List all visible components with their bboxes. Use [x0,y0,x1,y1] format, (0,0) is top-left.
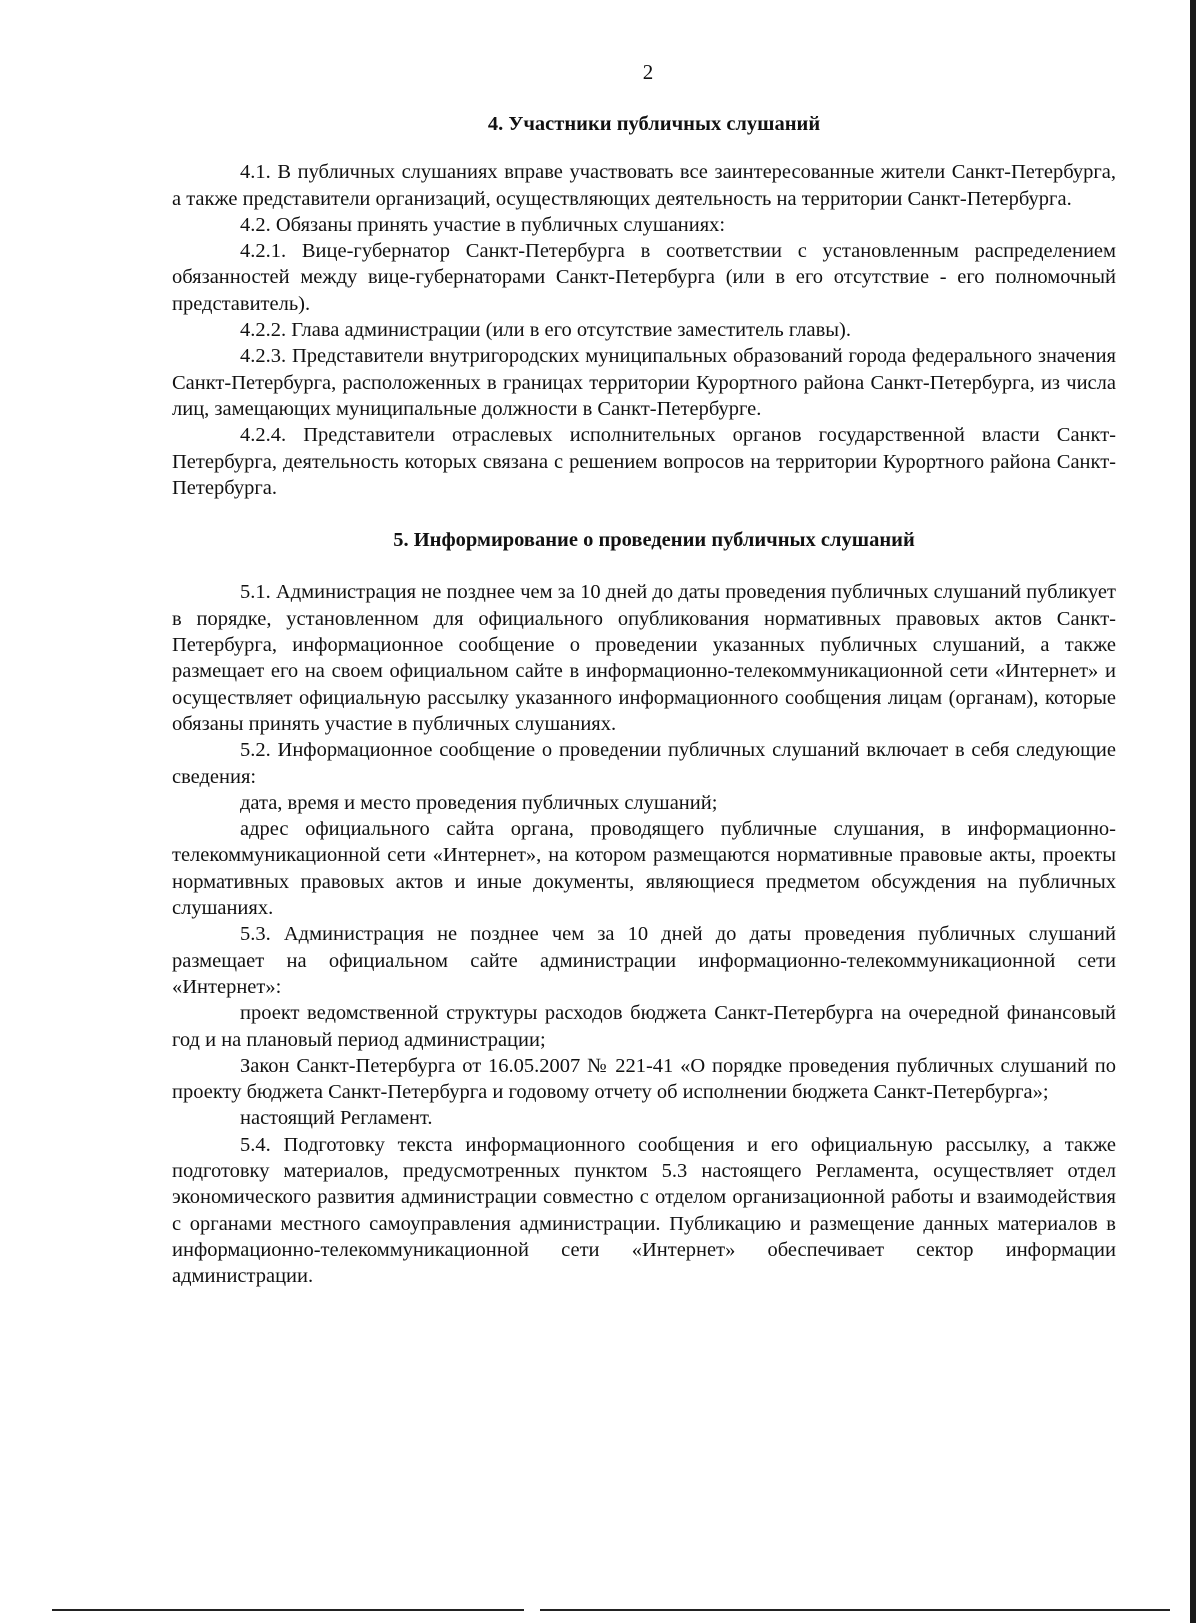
list-item-law: Закон Санкт-Петербурга от 16.05.2007 № 221-41 «О порядке проведения публичных слушаний по проекту бюджета Санкт-Петербурга и годовому отчету об исполнении бюджета Санкт-Петербурга»; [172,1054,1116,1104]
scan-edge [1190,0,1196,1623]
document-body [172,111,1116,1289]
paragraph-4-2-3: 4.2.3. Представители внутригородских муниципальных образований города федерального значения Санкт-Петербурга, расположенных в границах территории Курортного района Санкт-Петербурга, из числа лиц, замещающих муниципальные должности в Санкт-Петербурге. [172,345,1116,420]
paragraph-5-2: 5.2. Информационное сообщение о проведении публичных слушаний включает в себя следующие сведения: [172,739,1116,788]
list-item-website-address: адрес официального сайта органа, проводящего публичные слушания, в информационно-телекоммуникационной сети «Интернет», на котором размещаются нормативные правовые акты, проекты нормативных правовых актов и иные документы, являющиеся предметом обсуждения на публичных слушаниях. [172,818,1116,920]
paragraph-4-2-4: 4.2.4. Представители отраслевых исполнительных органов государственной власти Санкт-Петербурга, деятельность которых связана с решением вопросов на территории Курортного района Санкт-Петербурга. [172,424,1116,499]
bottom-scan-line-left [52,1609,524,1611]
paragraph-4-2: 4.2. Обязаны принять участие в публичных слушаниях: [240,213,726,236]
list-item-budget-project: проект ведомственной структуры расходов бюджета Санкт-Петербурга на очередной финансовый год и на плановый период администрации; [172,1002,1116,1051]
section-5-heading: 5. Информирование о проведении публичных слушаний [393,529,915,552]
paragraph-4-2-2: 4.2.2. Глава администрации (или в его отсутствие заместитель главы). [240,319,852,342]
list-item-regulation: настоящий Регламент. [240,1107,433,1130]
paragraph-5-3: 5.3. Администрация не позднее чем за 10 дней до даты проведения публичных слушаний размещает на официальном сайте администрации информационно-телекоммуникационной сети «Интернет»: [172,923,1116,998]
paragraph-5-1: 5.1. Администрация не позднее чем за 10 дней до даты проведения публичных слушаний публикует в порядке, установленном для официального опубликования нормативных правовых актов Санкт-Петербурга, информационное сообщение о проведении указанных публичных слушаний, а также размещает его на своем официальном сайте в информационно-телекоммуникационной сети «Интернет» и осуществляет официальную рассылку указанного информационного сообщения лицам (органам), которые обязаны принять участие в публичных слушаниях. [172,581,1116,735]
paragraph-5-4: 5.4. Подготовку текста информационного сообщения и его официальную рассылку, а также подготовку материалов, предусмотренных пунктом 5.3 настоящего Регламента, осуществляет отдел экономического развития администрации совместно с отделом организационной работы и взаимодействия с органами местного самоуправления администрации. Публикацию и размещение данных материалов в информационно-телекоммуникационной сети «Интернет» обеспечивает сектор информации администрации. [172,1133,1116,1288]
paragraph-4-2-1: 4.2.1. Вице-губернатор Санкт-Петербурга в соответствии с установленным распределением обязанностей между вице-губернаторами Санкт-Петербурга (или в его отсутствие - его полномочный представитель). [172,240,1116,315]
paragraph-4-1: 4.1. В публичных слушаниях вправе участвовать все заинтересованные жители Санкт-Петербурга, а также представители организаций, осуществляющих деятельность на территории Санкт-Петербурга. [172,161,1116,210]
bottom-scan-line-right [540,1609,1170,1611]
page-number: 2 [642,60,654,84]
section-4-heading: 4. Участники публичных слушаний [487,113,821,135]
list-item-date-time-place: дата, время и место проведения публичных слушаний; [240,791,718,814]
